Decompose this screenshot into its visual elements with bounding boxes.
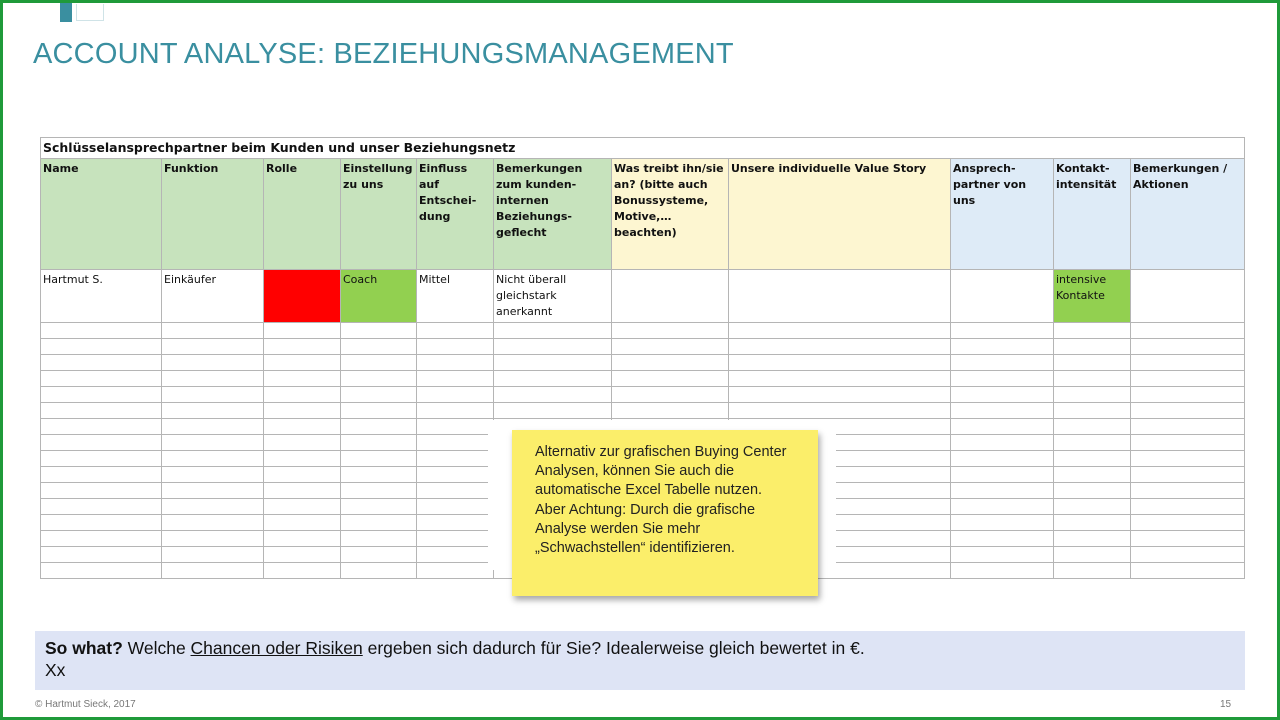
table-cell[interactable] bbox=[1054, 387, 1131, 403]
table-cell[interactable] bbox=[162, 531, 264, 547]
table-cell[interactable] bbox=[951, 403, 1054, 419]
table-cell[interactable] bbox=[951, 515, 1054, 531]
table-cell[interactable] bbox=[41, 403, 162, 419]
table-cell[interactable] bbox=[612, 339, 729, 355]
table-cell[interactable] bbox=[1131, 323, 1245, 339]
table-cell[interactable] bbox=[494, 323, 612, 339]
table-cell[interactable] bbox=[417, 563, 494, 579]
table-cell[interactable] bbox=[612, 387, 729, 403]
note-text-2: Aber Achtung: Durch die grafische Analyse werden Sie mehr „Schwachstellen“ identifizieren. bbox=[535, 501, 756, 557]
table-cell[interactable] bbox=[951, 547, 1054, 563]
table-row bbox=[41, 339, 1245, 355]
table-row bbox=[41, 270, 1245, 323]
table-cell[interactable] bbox=[162, 467, 264, 483]
table-cell[interactable] bbox=[417, 483, 494, 499]
table-cell[interactable] bbox=[162, 515, 264, 531]
table-cell[interactable] bbox=[341, 547, 417, 563]
table-cell[interactable] bbox=[162, 419, 264, 435]
table-cell[interactable] bbox=[729, 323, 951, 339]
header-rolle: Rolle bbox=[264, 159, 341, 270]
table-cell[interactable] bbox=[41, 355, 162, 371]
table-cell[interactable] bbox=[1131, 451, 1245, 467]
table-cell[interactable] bbox=[612, 403, 729, 419]
table-cell[interactable] bbox=[162, 387, 264, 403]
table-cell[interactable] bbox=[951, 467, 1054, 483]
table-cell[interactable] bbox=[1054, 435, 1131, 451]
table-cell[interactable] bbox=[341, 371, 417, 387]
table-cell[interactable] bbox=[162, 547, 264, 563]
table-cell[interactable] bbox=[1054, 547, 1131, 563]
table-cell[interactable] bbox=[1131, 403, 1245, 419]
table-cell[interactable] bbox=[264, 467, 341, 483]
table-cell[interactable] bbox=[1131, 563, 1245, 579]
table-cell[interactable] bbox=[264, 515, 341, 531]
table-cell[interactable] bbox=[264, 387, 341, 403]
table-cell[interactable] bbox=[417, 499, 494, 515]
table-cell[interactable] bbox=[951, 499, 1054, 515]
header-antrieb: Was treibt ihn/sie an? (bitte auch Bonussysteme, Motive,… beachten) bbox=[612, 159, 729, 270]
table-caption: Schlüsselansprechpartner beim Kunden und unser Beziehungsnetz bbox=[41, 138, 1245, 159]
table-cell[interactable] bbox=[341, 483, 417, 499]
table-cell[interactable] bbox=[494, 339, 612, 355]
table-cell[interactable] bbox=[612, 371, 729, 387]
table-cell[interactable] bbox=[264, 483, 341, 499]
table-cell[interactable] bbox=[951, 419, 1054, 435]
cell-bemerkungen-intern[interactable]: Nicht überall gleichstark anerkannt bbox=[494, 270, 612, 323]
table-cell[interactable] bbox=[494, 403, 612, 419]
so-what-text-1: Welche bbox=[122, 638, 191, 658]
table-cell[interactable] bbox=[729, 371, 951, 387]
footer-copyright: © Hartmut Sieck, 2017 bbox=[35, 699, 136, 710]
table-cell[interactable] bbox=[162, 563, 264, 579]
table-cell[interactable] bbox=[1054, 339, 1131, 355]
table-row bbox=[41, 387, 1245, 403]
table-cell[interactable] bbox=[1131, 387, 1245, 403]
cell-funktion[interactable]: Einkäufer bbox=[162, 270, 264, 323]
table-cell[interactable] bbox=[1131, 467, 1245, 483]
table-cell[interactable] bbox=[1054, 451, 1131, 467]
table-cell[interactable] bbox=[1054, 515, 1131, 531]
table-cell[interactable] bbox=[264, 563, 341, 579]
table-cell[interactable] bbox=[264, 323, 341, 339]
table-cell[interactable] bbox=[341, 355, 417, 371]
table-cell[interactable] bbox=[1054, 467, 1131, 483]
header-einfluss: Einfluss auf Entschei-dung bbox=[417, 159, 494, 270]
table-cell[interactable] bbox=[41, 451, 162, 467]
table-cell[interactable] bbox=[951, 483, 1054, 499]
table-row bbox=[41, 355, 1245, 371]
table-cell[interactable] bbox=[951, 323, 1054, 339]
table-cell[interactable] bbox=[162, 483, 264, 499]
table-cell[interactable] bbox=[264, 451, 341, 467]
header-value-story: Unsere individuelle Value Story bbox=[729, 159, 951, 270]
table-cell[interactable] bbox=[729, 387, 951, 403]
table-cell[interactable] bbox=[417, 531, 494, 547]
table-cell[interactable] bbox=[1131, 371, 1245, 387]
table-cell[interactable] bbox=[41, 323, 162, 339]
table-cell[interactable] bbox=[417, 419, 494, 435]
so-what-line bbox=[45, 637, 1235, 659]
table-cell[interactable] bbox=[494, 355, 612, 371]
table-cell[interactable] bbox=[417, 467, 494, 483]
table-cell[interactable] bbox=[1131, 419, 1245, 435]
table-cell[interactable] bbox=[41, 563, 162, 579]
header-kontaktintensitaet: Kontakt-intensität bbox=[1054, 159, 1131, 270]
table-cell[interactable] bbox=[417, 371, 494, 387]
so-what-line-2[interactable]: Xx bbox=[45, 660, 66, 680]
table-cell[interactable] bbox=[41, 483, 162, 499]
header-funktion: Funktion bbox=[162, 159, 264, 270]
note-text-1: Alternativ zur grafischen Buying Center Analysen, können Sie auch die automatische Excel Tabelle nutzen. bbox=[535, 444, 787, 499]
table-cell[interactable] bbox=[494, 387, 612, 403]
table-cell[interactable] bbox=[417, 403, 494, 419]
table-cell[interactable] bbox=[612, 323, 729, 339]
table-cell[interactable] bbox=[41, 371, 162, 387]
header-bemerkungen-intern: Bemerkungen zum kunden-internen Beziehungs-geflecht bbox=[494, 159, 612, 270]
cell-kontaktintensitaet[interactable]: intensive Kontakte bbox=[1054, 270, 1131, 323]
so-what-underlined: Chancen oder Risiken bbox=[190, 638, 363, 658]
table-cell[interactable] bbox=[162, 435, 264, 451]
table-row bbox=[41, 371, 1245, 387]
table-cell[interactable] bbox=[264, 355, 341, 371]
table-cell[interactable] bbox=[417, 451, 494, 467]
table-cell[interactable] bbox=[1131, 355, 1245, 371]
header-einstellung: Einstellung zu uns bbox=[341, 159, 417, 270]
table-cell[interactable] bbox=[162, 323, 264, 339]
table-cell[interactable] bbox=[41, 531, 162, 547]
table-cell[interactable] bbox=[341, 515, 417, 531]
table-cell[interactable] bbox=[341, 451, 417, 467]
table-cell[interactable] bbox=[41, 339, 162, 355]
table-cell[interactable] bbox=[41, 515, 162, 531]
header-bemerkungen-aktionen: Bemerkungen / Aktionen bbox=[1131, 159, 1245, 270]
cell-rolle[interactable] bbox=[264, 270, 341, 323]
table-cell[interactable] bbox=[41, 387, 162, 403]
table-cell[interactable] bbox=[951, 435, 1054, 451]
table-cell[interactable] bbox=[341, 531, 417, 547]
cell-bemerkungen-aktionen[interactable] bbox=[1131, 270, 1245, 323]
table-cell[interactable] bbox=[341, 467, 417, 483]
table-row bbox=[41, 323, 1245, 339]
table-cell[interactable] bbox=[1054, 499, 1131, 515]
table-cell[interactable] bbox=[417, 339, 494, 355]
so-what-text-2: ergeben sich dadurch für Sie? Idealerweise gleich bewertet in €. bbox=[362, 638, 865, 658]
table-cell[interactable] bbox=[1131, 339, 1245, 355]
table-cell[interactable] bbox=[494, 371, 612, 387]
table-cell[interactable] bbox=[1054, 419, 1131, 435]
cell-einfluss[interactable]: Mittel bbox=[417, 270, 494, 323]
page-number: 15 bbox=[1220, 699, 1232, 710]
table-cell[interactable] bbox=[729, 403, 951, 419]
cell-einstellung[interactable]: Coach bbox=[341, 270, 417, 323]
table-cell[interactable] bbox=[264, 339, 341, 355]
slide-title: ACCOUNT ANALYSE: BEZIEHUNGSMANAGEMENT bbox=[33, 38, 734, 70]
table-cell[interactable] bbox=[417, 387, 494, 403]
table-cell[interactable] bbox=[417, 355, 494, 371]
table-cell[interactable] bbox=[341, 435, 417, 451]
table-cell[interactable] bbox=[341, 419, 417, 435]
table-cell[interactable] bbox=[417, 323, 494, 339]
table-cell[interactable] bbox=[1054, 531, 1131, 547]
table-cell[interactable] bbox=[951, 371, 1054, 387]
table-cell[interactable] bbox=[162, 339, 264, 355]
table-cell[interactable] bbox=[951, 563, 1054, 579]
table-cell[interactable] bbox=[264, 419, 341, 435]
table-cell[interactable] bbox=[162, 371, 264, 387]
table-cell[interactable] bbox=[729, 339, 951, 355]
table-cell[interactable] bbox=[951, 339, 1054, 355]
table-cell[interactable] bbox=[341, 403, 417, 419]
table-cell[interactable] bbox=[729, 355, 951, 371]
header-ansprechpartner: Ansprech-partner von uns bbox=[951, 159, 1054, 270]
table-cell[interactable] bbox=[41, 499, 162, 515]
table-cell[interactable] bbox=[1131, 435, 1245, 451]
table-cell[interactable] bbox=[162, 451, 264, 467]
cell-ansprechpartner[interactable] bbox=[951, 270, 1054, 323]
table-cell[interactable] bbox=[341, 323, 417, 339]
table-cell[interactable] bbox=[1131, 483, 1245, 499]
table-cell[interactable] bbox=[417, 515, 494, 531]
table-cell[interactable] bbox=[612, 355, 729, 371]
table-cell[interactable] bbox=[341, 339, 417, 355]
table-cell[interactable] bbox=[417, 435, 494, 451]
table-cell[interactable] bbox=[264, 499, 341, 515]
table-cell[interactable] bbox=[41, 547, 162, 563]
table-cell[interactable] bbox=[341, 563, 417, 579]
table-cell[interactable] bbox=[1054, 355, 1131, 371]
table-cell[interactable] bbox=[951, 387, 1054, 403]
table-cell[interactable] bbox=[1131, 531, 1245, 547]
table-cell[interactable] bbox=[341, 387, 417, 403]
table-cell[interactable] bbox=[951, 531, 1054, 547]
table-row bbox=[41, 403, 1245, 419]
table-cell[interactable] bbox=[341, 499, 417, 515]
table-cell[interactable] bbox=[264, 531, 341, 547]
table-cell[interactable] bbox=[1054, 403, 1131, 419]
table-cell[interactable] bbox=[162, 403, 264, 419]
table-cell[interactable] bbox=[264, 547, 341, 563]
table-cell[interactable] bbox=[1131, 547, 1245, 563]
cell-name[interactable]: Hartmut S. bbox=[41, 270, 162, 323]
table-cell[interactable] bbox=[162, 499, 264, 515]
table-cell[interactable] bbox=[41, 467, 162, 483]
table-cell[interactable] bbox=[162, 355, 264, 371]
table-cell[interactable] bbox=[951, 355, 1054, 371]
table-cell[interactable] bbox=[1054, 483, 1131, 499]
table-cell[interactable] bbox=[264, 435, 341, 451]
table-cell[interactable] bbox=[41, 435, 162, 451]
logo-mark bbox=[60, 0, 72, 22]
cell-value-story[interactable] bbox=[729, 270, 951, 323]
table-cell[interactable] bbox=[41, 419, 162, 435]
table-cell[interactable] bbox=[264, 403, 341, 419]
sticky-note bbox=[512, 430, 818, 596]
cell-antrieb[interactable] bbox=[612, 270, 729, 323]
so-what-lead: So what? bbox=[45, 638, 123, 658]
logo-ghost bbox=[76, 4, 104, 21]
header-name: Name bbox=[41, 159, 162, 270]
table-cell[interactable] bbox=[1131, 499, 1245, 515]
so-what-box bbox=[35, 631, 1245, 690]
table-cell[interactable] bbox=[1054, 371, 1131, 387]
table-cell[interactable] bbox=[264, 371, 341, 387]
table-cell[interactable] bbox=[1131, 515, 1245, 531]
table-cell[interactable] bbox=[1054, 323, 1131, 339]
table-cell[interactable] bbox=[951, 451, 1054, 467]
table-cell[interactable] bbox=[1054, 563, 1131, 579]
table-cell[interactable] bbox=[417, 547, 494, 563]
